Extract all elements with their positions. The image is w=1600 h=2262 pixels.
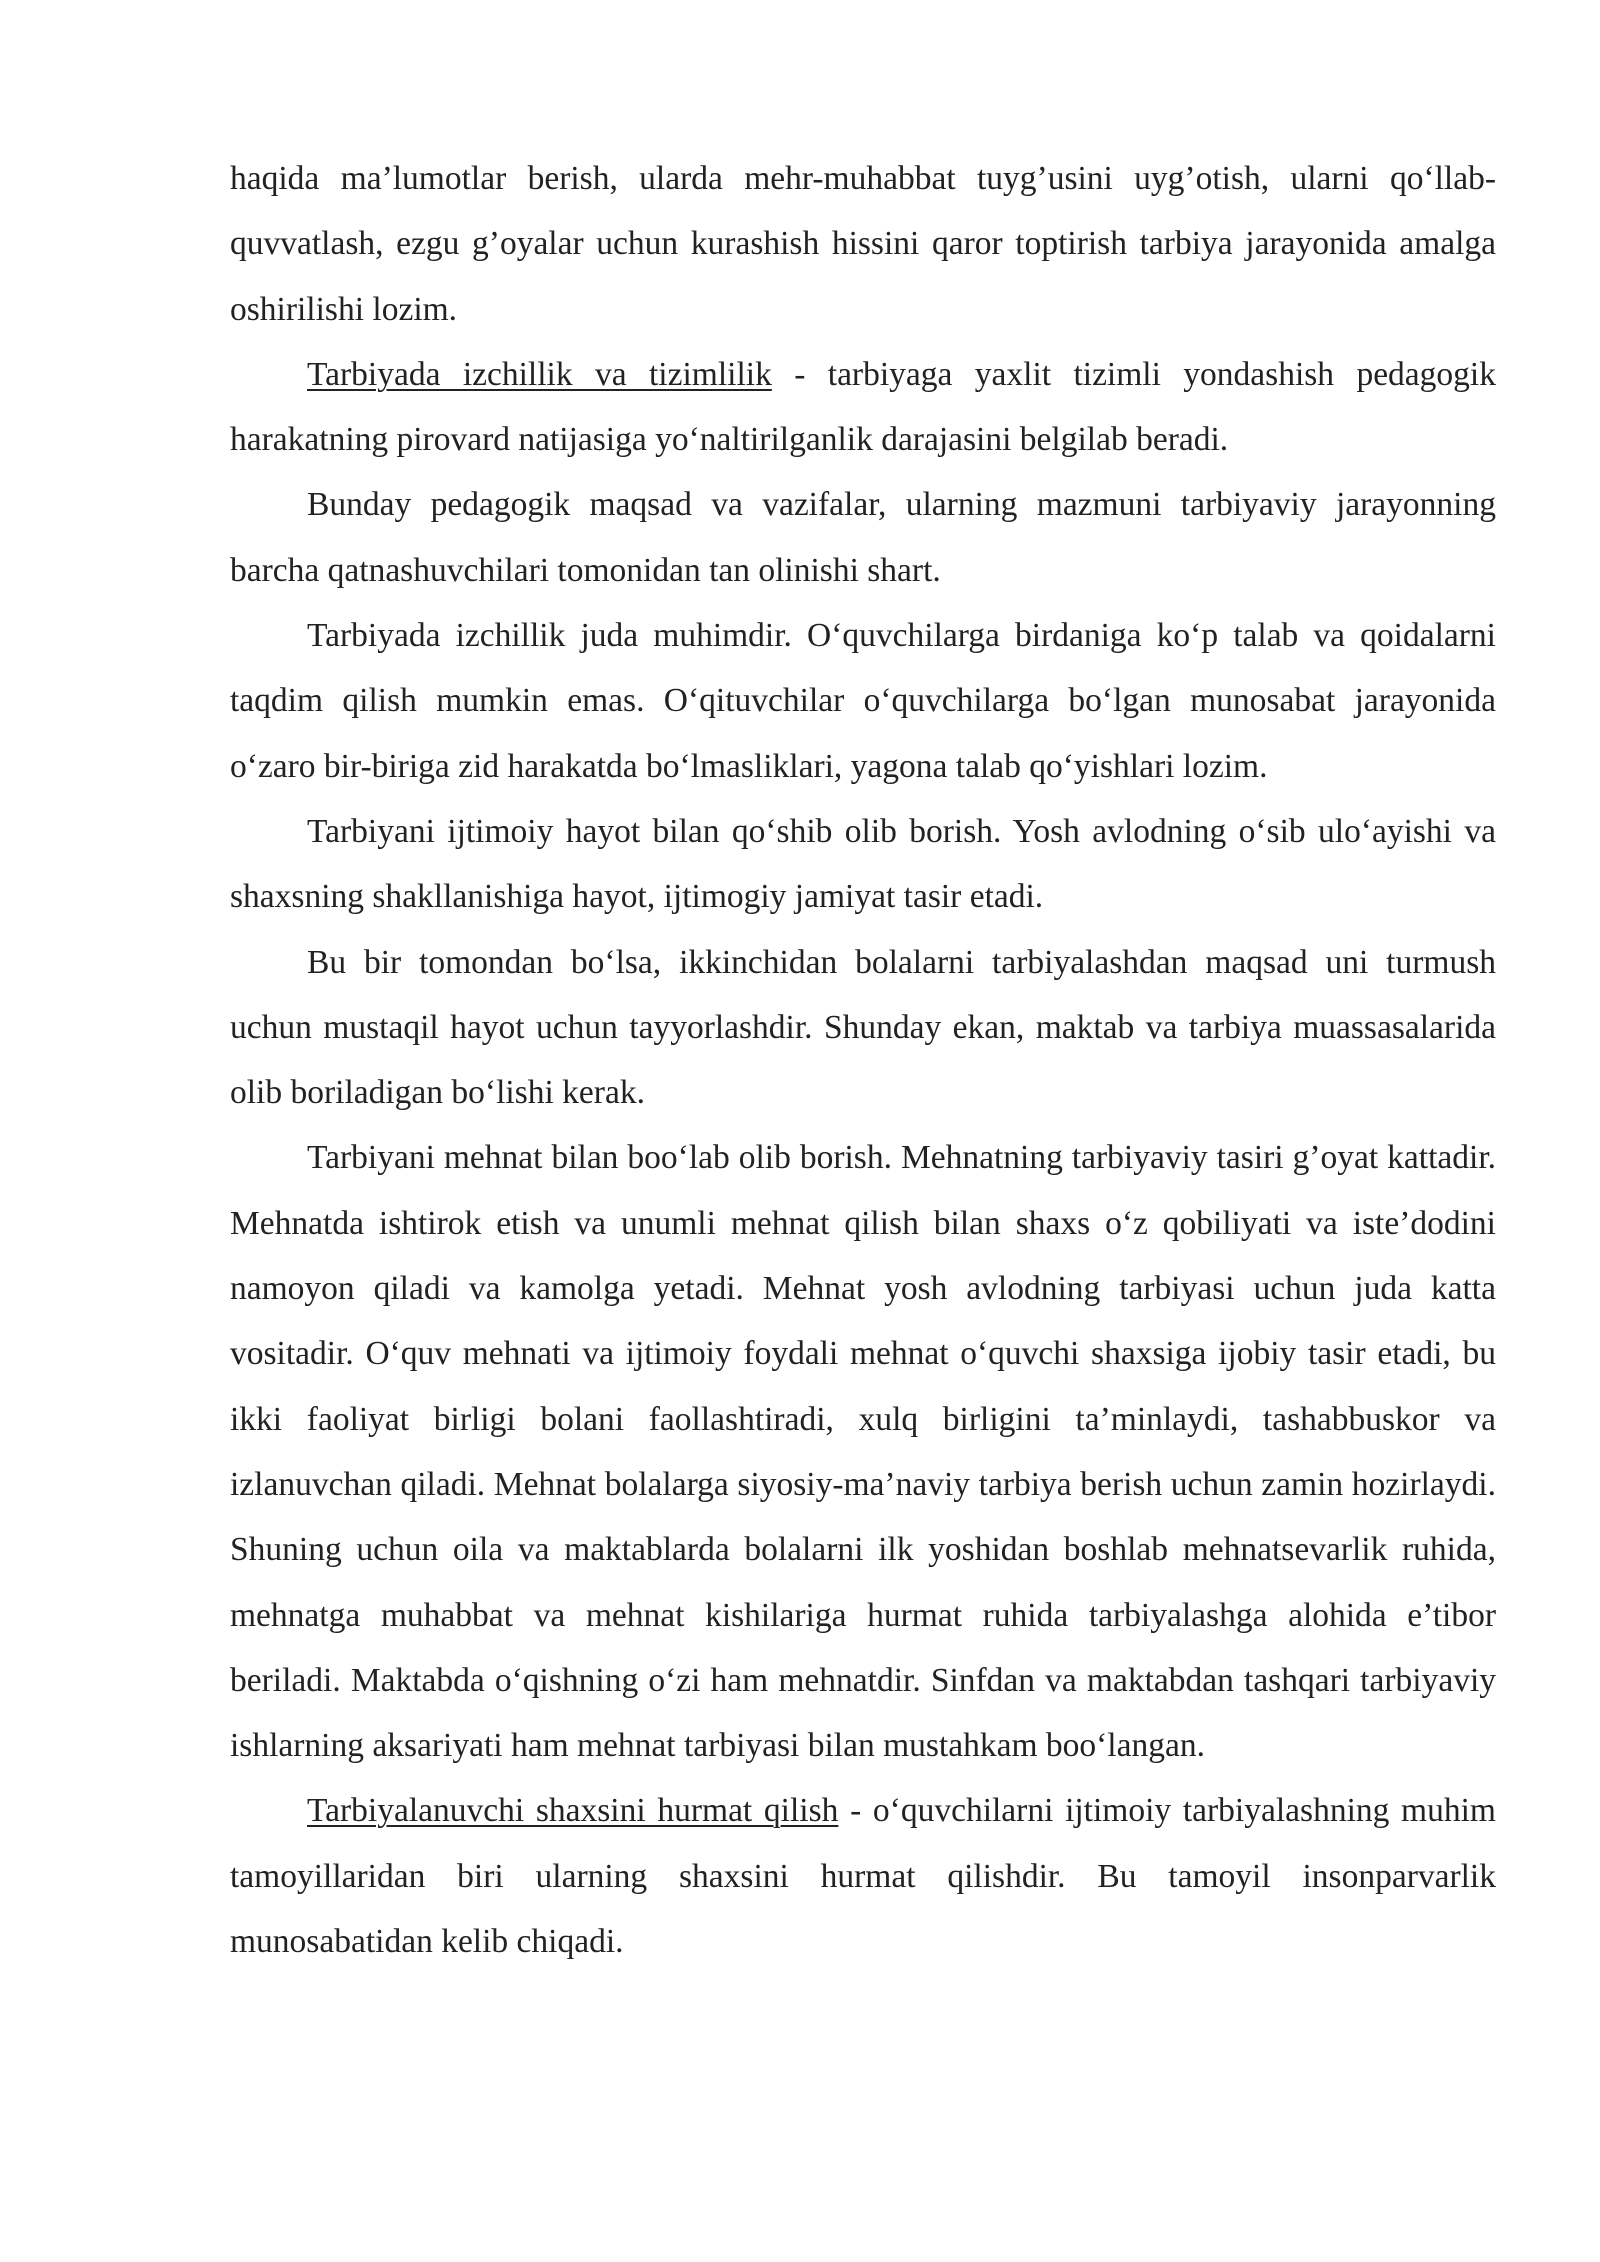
paragraph-6-text: Bu bir tomondan bo‘lsa, ikkinchidan bolalarni tarbiyalashdan maqsad uni turmush uchun mustaqil hayot uchun tayyorlashdir. Shunday ekan, maktab va tarbiya muassasalarida olib boriladigan bo‘lishi kerak. [230,943,1496,1112]
paragraph-4 [230,603,1496,799]
paragraph-8-text: - o‘quvchilarni ijtimoiy tarbiyalashning muhim tamoyillaridan biri ularning shaxsini hurmat qilishdir. Bu tamoyil insonparvarlik munosabatidan kelib chiqadi. [230,1792,1496,1961]
paragraph-2-text: - tarbiyaga yaxlit tizimli yondashish pedagogik harakatning pirovard natijasiga yo‘naltirilganlik darajasini belgilab beradi. [230,355,1496,459]
paragraph-5-text: Tarbiyani ijtimoiy hayot bilan qo‘shib olib borish. Yosh avlodning o‘sib ulo‘ayishi va shaxsning shakllanishiga hayot, ijtimogiy jamiyat tasir etadi. [230,812,1496,916]
paragraph-1-text: haqida ma’lumotlar berish, ularda mehr-muhabbat tuyg’usini uyg’otish, ularni qo‘llab-quvvatlash, ezgu g’oyalar uchun kurashish hissini qaror toptirish tarbiya jarayonida amalga oshirilishi lozim. [230,160,1496,328]
paragraph-6 [230,930,1496,1126]
paragraph-4-text: Tarbiyada izchillik juda muhimdir. O‘quvchilarga birdaniga ko‘p talab va qoidalarni taqdim qilish mumkin emas. O‘qituvchilar o‘quvchilarga bo‘lgan munosabat jarayonida o‘zaro bir-biriga zid harakatda bo‘lmasliklari, yagona talab qo‘yishlari lozim. [230,617,1496,785]
paragraph-8 [230,1778,1496,1974]
paragraph-1 [230,146,1496,342]
paragraph-3 [230,472,1496,603]
paragraph-7 [230,1125,1496,1778]
paragraph-8-term: Tarbiyalanuvchi shaxsini hurmat qilish [307,1792,839,1830]
paragraph-2-term: Tarbiyada izchillik va tizimlilik [307,355,772,393]
paragraph-3-text: Bunday pedagogik maqsad va vazifalar, ularning mazmuni tarbiyaviy jarayonning barcha qatnashuvchilari tomonidan tan olinishi shart. [230,486,1496,589]
document-page [230,146,1496,1974]
paragraph-7-text: Tarbiyani mehnat bilan boo‘lab olib borish. Mehnatning tarbiyaviy tasiri g’oyat kattadir. Mehnatda ishtirok etish va unumli mehnat qilish bilan shaxs o‘z qobiliyati va iste’dodini namoyon qiladi va kamolga yetadi. Mehnat yosh avlodning tarbiyasi uchun juda katta vositadir. O‘quv mehnati va ijtimoiy foydali mehnat o‘quvchi shaxsiga ijobiy tasir etadi, bu ikki faoliyat birligi bolani faollashtiradi, xulq birligini ta’minlaydi, tashabbuskor va izlanuvchan qiladi. Mehnat bolalarga siyosiy-ma’naviy tarbiya berish uchun zamin hozirlaydi. Shuning uchun oila va maktablarda bolalarni ilk yoshidan boshlab mehnatsevarlik ruhida, mehnatga muhabbat va mehnat kishilariga hurmat ruhida tarbiyalashga alohida e’tibor beriladi. Maktabda o‘qishning o‘zi ham mehnatdir. Sinfdan va maktabdan tashqari tarbiyaviy ishlarning aksariyati ham mehnat tarbiyasi bilan mustahkam boo‘langan. [230,1139,1496,1765]
paragraph-2 [230,342,1496,473]
paragraph-5 [230,799,1496,930]
